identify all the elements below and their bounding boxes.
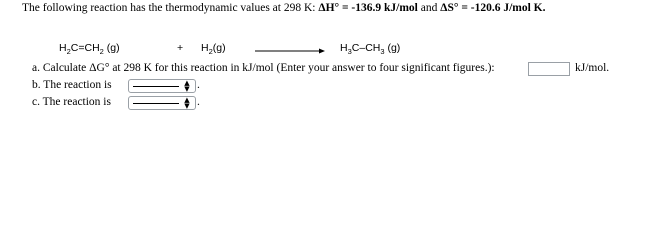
enthalpy-value: ΔH° = -136.9 kJ/mol (318, 2, 418, 14)
reactant-hydrogen: $H_2(g)$ (201, 42, 226, 57)
updown-arrows-icon: ▲ ▼ (184, 96, 190, 110)
entropy-value: ΔS° = -120.6 J/mol K. (440, 2, 546, 14)
plus-sign: + (177, 42, 184, 54)
part-b-period: . (197, 79, 200, 91)
delta-g-input[interactable] (528, 62, 570, 76)
part-c-period: . (197, 96, 200, 108)
part-c-label: c. The reaction is (32, 96, 111, 108)
select-placeholder-line (133, 103, 179, 104)
select-placeholder-line (133, 86, 179, 87)
problem-statement (22, 2, 546, 14)
part-c-select[interactable] (128, 96, 196, 110)
intro-text: The following reaction has the thermodynamic values at 298 K: (22, 2, 316, 14)
reactant-ethylene: $H_2C=CH_2$ (g) (59, 42, 120, 57)
part-a-unit: kJ/mol. (575, 62, 610, 74)
intro-and: and (420, 2, 438, 14)
updown-arrows-icon: ▲ ▼ (184, 79, 190, 93)
product-ethane: $H_3C-CH_3$ (g) (340, 42, 401, 57)
part-a-label: a. Calculate ΔG° at 298 K for this reaction in kJ/mol (Enter your answer to four significant figures.): (32, 62, 495, 74)
part-b-select[interactable] (128, 79, 196, 93)
reaction-arrow-icon (255, 48, 325, 54)
part-b-label: b. The reaction is (32, 79, 112, 91)
